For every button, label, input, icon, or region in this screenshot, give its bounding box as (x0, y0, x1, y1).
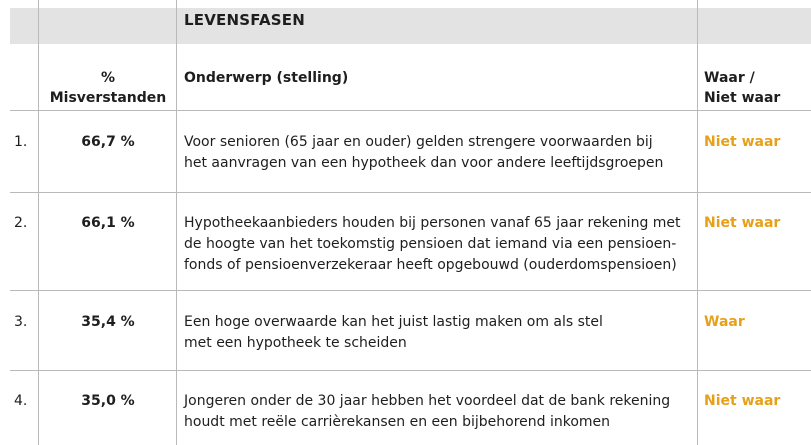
row-1-statement-line2: het aanvragen van een hypotheek dan voor andere leeftijdsgroepen (184, 155, 664, 171)
column-divider-subject (697, 0, 698, 445)
section-header-bar (10, 8, 811, 44)
row-3-verdict: Waar (704, 314, 745, 330)
row-1-statement-line1: Voor senioren (65 jaar en ouder) gelden strengere voorwaarden bij (184, 134, 653, 150)
row-4-percentage: 35,0 % (81, 393, 135, 409)
row-2-statement-line2: de hoogte van het toekomstig pensioen dat iemand via een pensioen- (184, 236, 677, 252)
row-2-verdict: Niet waar (704, 215, 781, 231)
header-rule (10, 110, 811, 111)
row-2-rule (10, 290, 811, 291)
column-header-verdict-line1: Waar / (704, 70, 755, 86)
row-1-percentage: 66,7 % (81, 134, 135, 150)
row-4-verdict: Niet waar (704, 393, 781, 409)
row-1-rule (10, 192, 811, 193)
row-1-verdict: Niet waar (704, 134, 781, 150)
row-2-percentage: 66,1 % (81, 215, 135, 231)
row-2-statement-line3: fonds of pensioenverzekeraar heeft opgebouwd (ouderdomspensioen) (184, 257, 677, 273)
row-3-percentage: 35,4 % (81, 314, 135, 330)
row-2-index: 2. (14, 215, 28, 231)
row-3-rule (10, 370, 811, 371)
column-divider-number (38, 0, 39, 445)
column-divider-percentage (176, 0, 177, 445)
row-3-statement-line1: Een hoge overwaarde kan het juist lastig maken om als stel (184, 314, 603, 330)
row-2-statement-line1: Hypotheekaanbieders houden bij personen vanaf 65 jaar rekening met (184, 215, 681, 231)
column-header-verdict-line2: Niet waar (704, 90, 781, 106)
section-title: LEVENSFASEN (184, 11, 305, 29)
row-1-index: 1. (14, 134, 28, 150)
row-3-index: 3. (14, 314, 28, 330)
row-4-statement-line2: houdt met reële carrièrekansen en een bijbehorend inkomen (184, 414, 611, 430)
column-header-percentage: % Misverstanden (49, 70, 167, 106)
row-4-statement-line1: Jongeren onder de 30 jaar hebben het voordeel dat de bank rekening (184, 393, 671, 409)
row-3-statement-line2: met een hypotheek te scheiden (184, 335, 407, 351)
column-header-subject: Onderwerp (stelling) (184, 70, 349, 86)
row-4-index: 4. (14, 393, 28, 409)
